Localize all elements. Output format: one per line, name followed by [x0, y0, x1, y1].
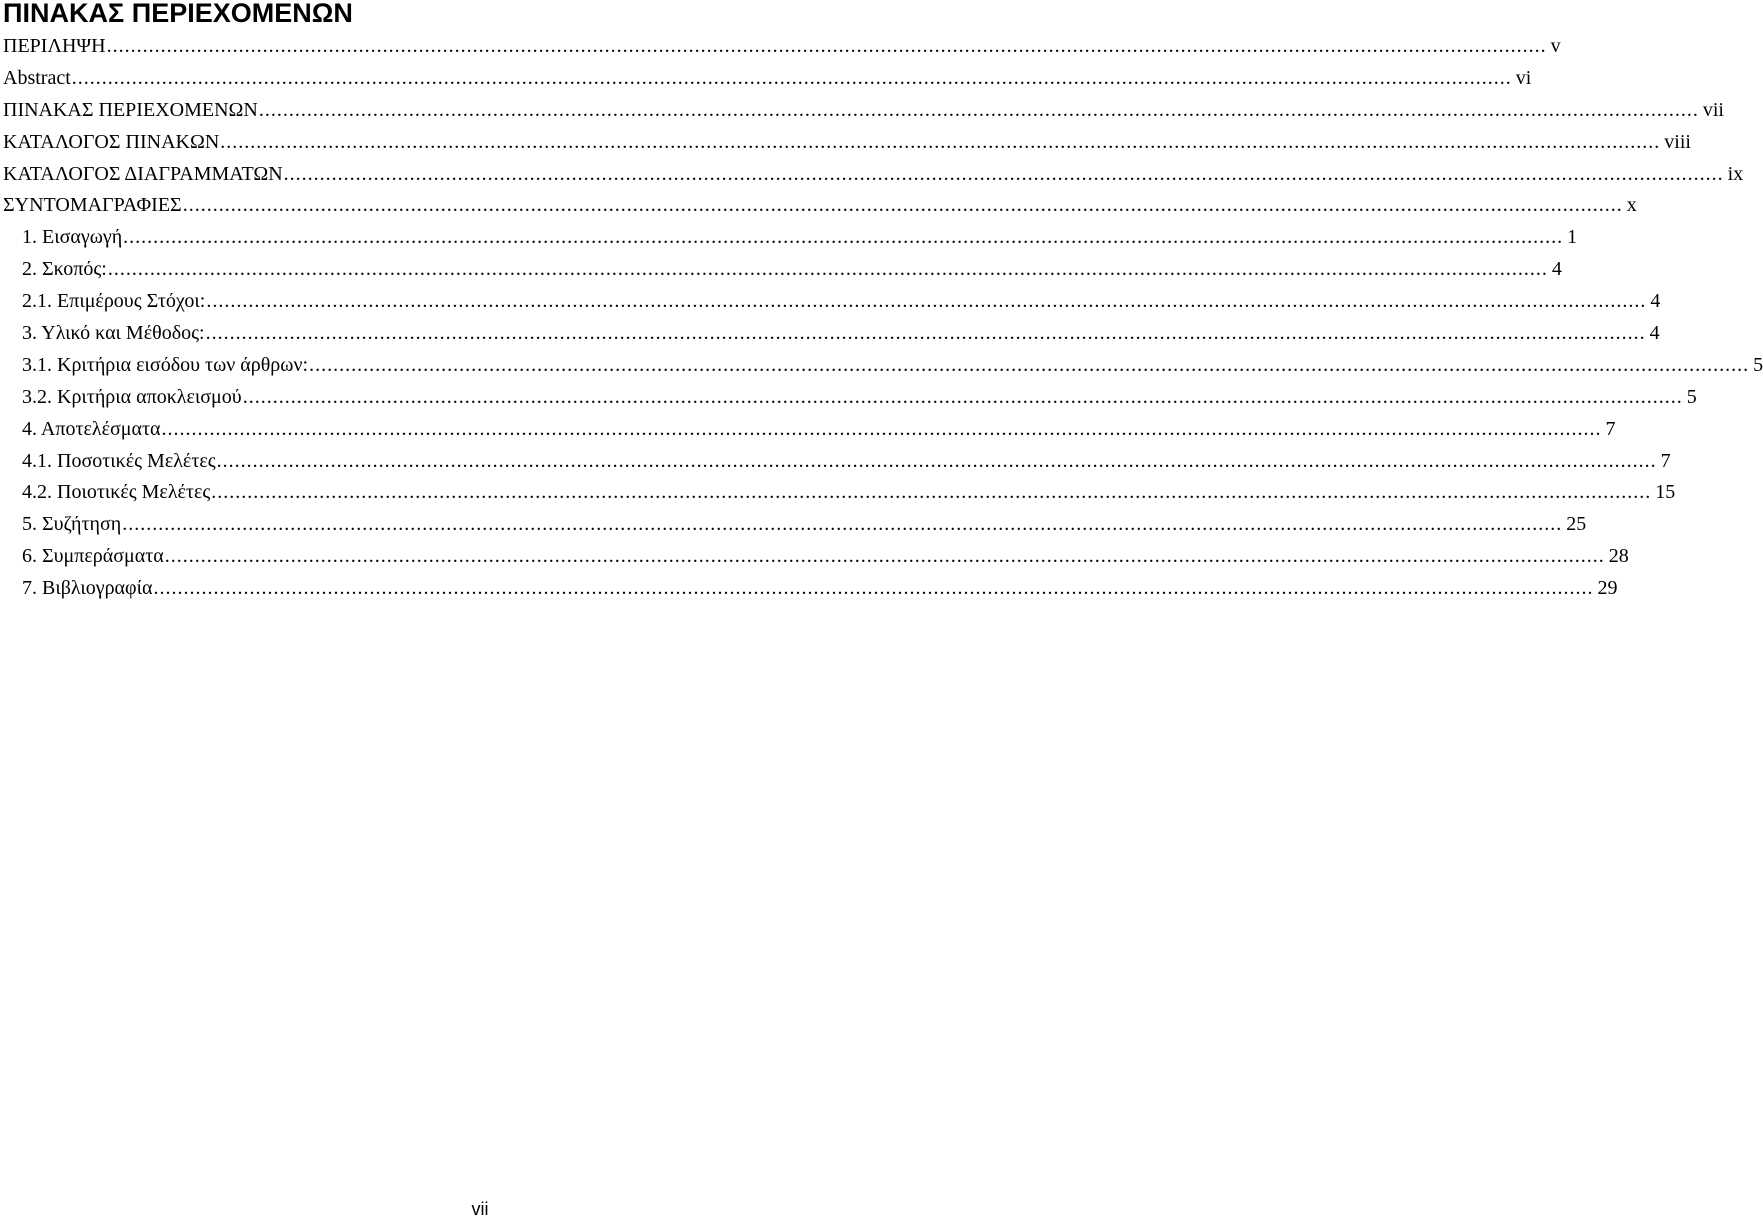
toc-entry-label: 4.1. Ποσοτικές Μελέτες	[22, 449, 216, 472]
toc-entry-page: 29	[1597, 577, 1618, 600]
toc-entry-label: 5. Συζήτηση	[22, 513, 122, 536]
toc-entry[interactable]	[3, 417, 1616, 449]
toc-dot-leader: ................................................................................................................................................................................................................................................	[283, 162, 1724, 185]
toc-entry[interactable]	[3, 225, 1578, 257]
toc-entry[interactable]	[3, 193, 1637, 225]
toc-entry-label: 3. Υλικό και Μέθοδος:	[22, 322, 205, 345]
toc-entry-label: 7. Βιβλιογραφία	[22, 577, 153, 600]
toc-entry[interactable]	[3, 353, 1763, 385]
toc-entry-page: v	[1550, 35, 1561, 57]
toc-entry-label: ΚΑΤΑΛΟΓΟΣ ΔΙΑΓΡΑΜΜΑΤΩΝ	[3, 162, 283, 185]
toc-entry[interactable]	[3, 289, 1661, 321]
toc-dot-leader: ................................................................................................................................................................................................................................................	[71, 66, 1512, 89]
toc-entry-page: ix	[1727, 162, 1744, 185]
toc-entry-page: 7	[1660, 449, 1671, 472]
toc-entry-page: vi	[1515, 66, 1532, 89]
toc-entry[interactable]	[3, 98, 1724, 130]
toc-entry-label: 3.1. Κριτήρια εισόδου των άρθρων:	[22, 353, 309, 376]
toc-entry-page: 5	[1753, 353, 1763, 376]
toc-dot-leader: ................................................................................................................................................................................................................................................	[123, 226, 1564, 249]
toc-dot-leader: ................................................................................................................................................................................................................................................	[258, 98, 1699, 121]
toc-entry-label: 4. Αποτελέσματα	[22, 417, 161, 440]
toc-entry-label: 2.1. Επιμέρους Στόχοι:	[22, 290, 206, 313]
toc-entry-label: 6. Συμπεράσματα	[22, 545, 164, 568]
toc-dot-leader: ................................................................................................................................................................................................................................................	[106, 35, 1547, 57]
toc-entry-page: 1	[1567, 226, 1578, 249]
page-title: ΠΙΝΑΚΑΣ ΠΕΡΙΕΧΟΜΕΝΩΝ	[3, 0, 353, 28]
toc-entry-label: Abstract	[3, 66, 71, 89]
toc-dot-leader: ................................................................................................................................................................................................................................................	[211, 481, 1652, 504]
page-number: vii	[471, 1199, 489, 1219]
toc-entry-page: 7	[1605, 417, 1616, 440]
toc-entry[interactable]	[3, 544, 1629, 576]
table-of-contents	[3, 34, 1763, 608]
toc-entry-label: ΣΥΝΤΟΜΑΓΡΑΦΙΕΣ	[3, 194, 182, 217]
toc-entry-page: 28	[1608, 545, 1629, 568]
toc-entry[interactable]	[3, 321, 1660, 353]
toc-dot-leader: ................................................................................................................................................................................................................................................	[161, 417, 1602, 440]
toc-entry[interactable]	[3, 257, 1562, 289]
toc-entry[interactable]	[3, 480, 1676, 512]
toc-dot-leader: ................................................................................................................................................................................................................................................	[182, 194, 1623, 217]
toc-entry-label: ΠΕΡΙΛΗΨΗ	[3, 35, 106, 57]
toc-entry[interactable]	[3, 385, 1697, 417]
toc-entry[interactable]	[3, 512, 1587, 544]
toc-entry[interactable]	[3, 66, 1532, 98]
toc-dot-leader: ................................................................................................................................................................................................................................................	[107, 258, 1548, 281]
toc-dot-leader: ................................................................................................................................................................................................................................................	[216, 449, 1657, 472]
toc-entry-page: 4	[1649, 322, 1660, 345]
toc-dot-leader: ................................................................................................................................................................................................................................................	[164, 545, 1605, 568]
toc-dot-leader: ................................................................................................................................................................................................................................................	[220, 130, 1661, 153]
toc-entry[interactable]	[3, 162, 1744, 194]
toc-dot-leader: ................................................................................................................................................................................................................................................	[205, 322, 1646, 345]
toc-entry-label: 2. Σκοπός:	[22, 258, 107, 281]
toc-entry[interactable]	[3, 576, 1618, 608]
toc-dot-leader: ................................................................................................................................................................................................................................................	[153, 577, 1594, 600]
toc-entry[interactable]	[3, 449, 1671, 481]
toc-entry-page: 5	[1686, 385, 1697, 408]
toc-dot-leader: ................................................................................................................................................................................................................................................	[309, 353, 1750, 376]
toc-dot-leader: ................................................................................................................................................................................................................................................	[242, 385, 1683, 408]
toc-entry-page: 25	[1566, 513, 1587, 536]
toc-dot-leader: ................................................................................................................................................................................................................................................	[122, 513, 1563, 536]
toc-entry-label: 3.2. Κριτήρια αποκλεισμού	[22, 385, 242, 408]
toc-entry-label: ΚΑΤΑΛΟΓΟΣ ΠΙΝΑΚΩΝ	[3, 130, 220, 153]
toc-entry-page: 15	[1655, 481, 1676, 504]
toc-dot-leader: ................................................................................................................................................................................................................................................	[206, 290, 1647, 313]
toc-entry-page: 4	[1551, 258, 1562, 281]
toc-entry[interactable]	[3, 34, 1561, 66]
toc-entry-page: 4	[1650, 290, 1661, 313]
toc-entry-page: x	[1626, 194, 1637, 217]
toc-entry-label: ΠΙΝΑΚΑΣ ΠΕΡΙΕΧΟΜΕΝΩΝ	[3, 98, 258, 121]
toc-entry-page: viii	[1664, 130, 1691, 153]
toc-entry-page: vii	[1702, 98, 1724, 121]
toc-entry-label: 4.2. Ποιοτικές Μελέτες	[22, 481, 211, 504]
toc-entry[interactable]	[3, 130, 1691, 162]
toc-entry-label: 1. Εισαγωγή	[22, 226, 123, 249]
